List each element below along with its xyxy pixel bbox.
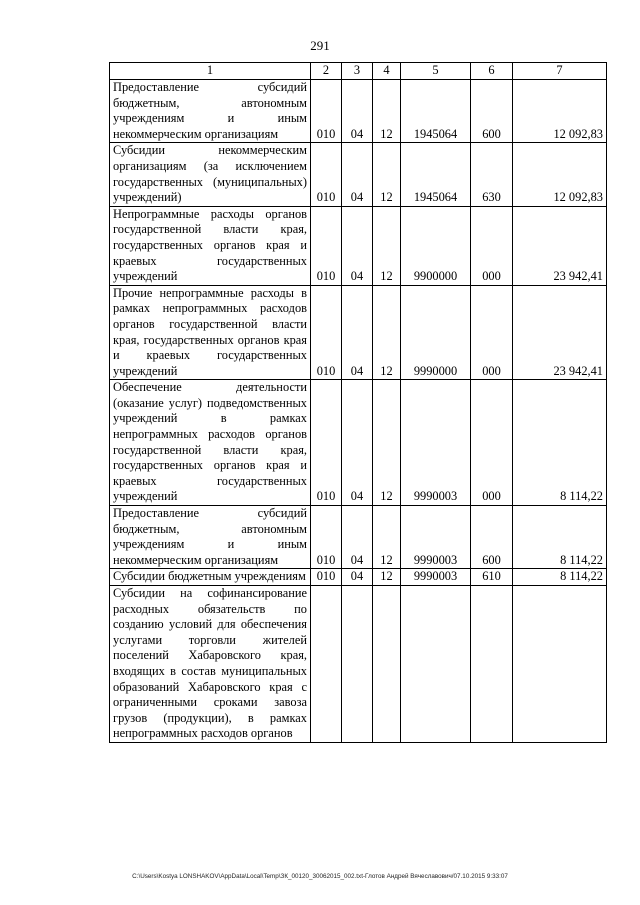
expense-name: Субсидии бюджетным учреждениям xyxy=(110,569,311,586)
amount: 12 092,83 xyxy=(513,143,607,206)
ministry-code: 010 xyxy=(311,143,342,206)
expense-type-code: 630 xyxy=(471,143,513,206)
target-article-code: 9990003 xyxy=(401,380,471,506)
page-number: 291 xyxy=(310,38,330,53)
column-header: 7 xyxy=(513,63,607,80)
expense-type-code xyxy=(471,586,513,743)
subsection-code: 12 xyxy=(373,143,401,206)
section-code: 04 xyxy=(342,569,373,586)
table-row xyxy=(110,80,607,143)
subsection-code: 12 xyxy=(373,206,401,285)
section-code: 04 xyxy=(342,380,373,506)
expense-type-code: 000 xyxy=(471,380,513,506)
ministry-code: 010 xyxy=(311,569,342,586)
table-row xyxy=(110,586,607,743)
section-code: 04 xyxy=(342,506,373,569)
ministry-code xyxy=(311,586,342,743)
expense-type-code: 000 xyxy=(471,285,513,380)
table-row xyxy=(110,380,607,506)
expense-name: Предоставление субсидий бюджетным, автономным учреждениям и иным некоммерческим организациям xyxy=(110,506,311,569)
target-article-code: 9990000 xyxy=(401,285,471,380)
budget-table xyxy=(109,62,607,743)
target-article-code: 1945064 xyxy=(401,143,471,206)
expense-name: Непрограммные расходы органов государственной власти края, государственных органов края и краевых государственных учреждений xyxy=(110,206,311,285)
target-article-code: 9990003 xyxy=(401,506,471,569)
table-row xyxy=(110,143,607,206)
column-header: 1 xyxy=(110,63,311,80)
column-header: 5 xyxy=(401,63,471,80)
subsection-code: 12 xyxy=(373,569,401,586)
expense-type-code: 000 xyxy=(471,206,513,285)
section-code xyxy=(342,586,373,743)
expense-type-code: 610 xyxy=(471,569,513,586)
column-header: 6 xyxy=(471,63,513,80)
ministry-code: 010 xyxy=(311,380,342,506)
target-article-code: 1945064 xyxy=(401,80,471,143)
column-header: 2 xyxy=(311,63,342,80)
amount: 8 114,22 xyxy=(513,506,607,569)
subsection-code xyxy=(373,586,401,743)
section-code: 04 xyxy=(342,143,373,206)
amount: 8 114,22 xyxy=(513,380,607,506)
ministry-code: 010 xyxy=(311,80,342,143)
column-header: 3 xyxy=(342,63,373,80)
expense-name: Обеспечение деятельности (оказание услуг) подведомственных учреждений в рамках непрограммных расходов органов государственной власти края, государственных органов края и краевых государственных учреждений xyxy=(110,380,311,506)
target-article-code: 9990003 xyxy=(401,569,471,586)
amount xyxy=(513,586,607,743)
ministry-code: 010 xyxy=(311,506,342,569)
amount: 23 942,41 xyxy=(513,206,607,285)
ministry-code: 010 xyxy=(311,285,342,380)
subsection-code: 12 xyxy=(373,380,401,506)
amount: 12 092,83 xyxy=(513,80,607,143)
column-header: 4 xyxy=(373,63,401,80)
amount: 23 942,41 xyxy=(513,285,607,380)
amount: 8 114,22 xyxy=(513,569,607,586)
table-row xyxy=(110,506,607,569)
subsection-code: 12 xyxy=(373,506,401,569)
file-path-footer: C:\Users\Kostya LONSHAKOV\AppData\Local\Temp\ЗК_00120_30062015_002.txt-Глотов Андрей Вячеславович/07.10.2015 9:33:07 xyxy=(132,873,508,880)
expense-name: Субсидии на софинансирование расходных обязательств по созданию условий для обеспечения услугами торговли жителей поселений Хабаровского края, входящих в состав муниципальных образований Хабаровского края с ограниченными сроками завоза грузов (продукции), в рамках непрограммных расходов органов xyxy=(110,586,311,743)
subsection-code: 12 xyxy=(373,80,401,143)
expense-name: Прочие непрограммные расходы в рамках непрограммных расходов органов государственной власти края, государственных органов края и краевых государственных учреждений xyxy=(110,285,311,380)
table-row xyxy=(110,569,607,586)
target-article-code: 9900000 xyxy=(401,206,471,285)
expense-type-code: 600 xyxy=(471,506,513,569)
table-row xyxy=(110,206,607,285)
section-code: 04 xyxy=(342,285,373,380)
ministry-code: 010 xyxy=(311,206,342,285)
target-article-code xyxy=(401,586,471,743)
expense-name: Субсидии некоммерческим организациям (за исключением государственных (муниципальных) учреждений) xyxy=(110,143,311,206)
table-row xyxy=(110,285,607,380)
section-code: 04 xyxy=(342,80,373,143)
expense-name: Предоставление субсидий бюджетным, автономным учреждениям и иным некоммерческим организациям xyxy=(110,80,311,143)
header-row xyxy=(110,63,607,80)
subsection-code: 12 xyxy=(373,285,401,380)
section-code: 04 xyxy=(342,206,373,285)
expense-type-code: 600 xyxy=(471,80,513,143)
